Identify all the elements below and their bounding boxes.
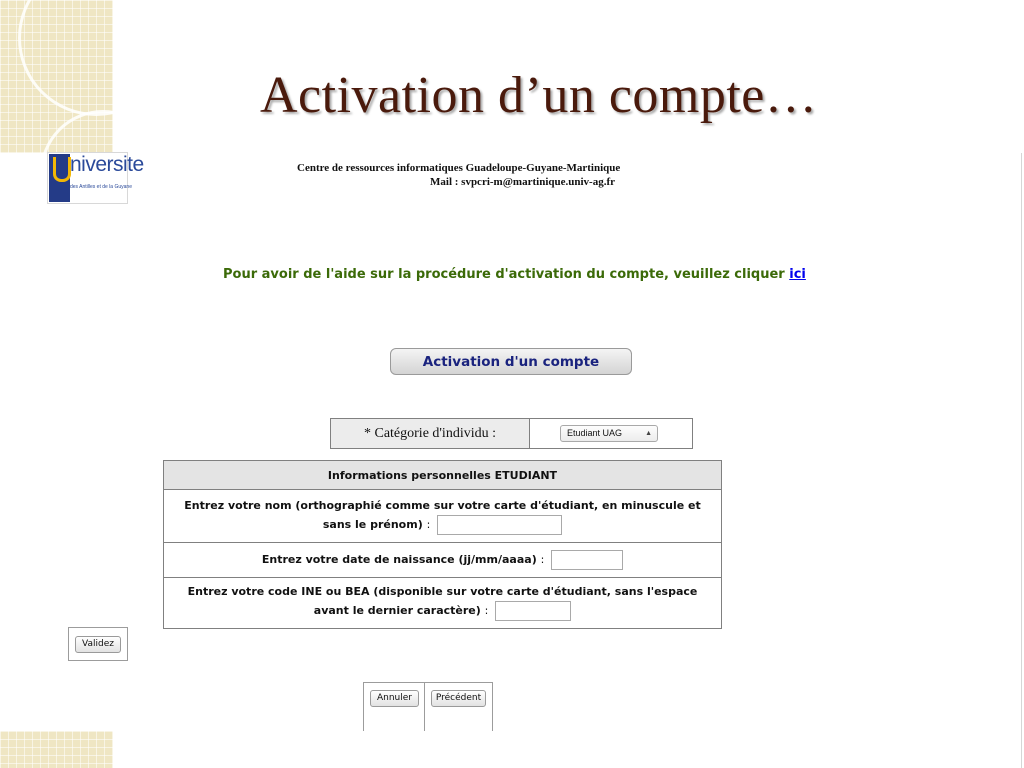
name-row	[164, 490, 721, 543]
birthdate-input[interactable]	[551, 550, 623, 570]
validate-button[interactable]: Validez	[75, 636, 121, 653]
category-cell	[530, 419, 692, 448]
name-input[interactable]	[437, 515, 562, 535]
slide-corner-decoration	[0, 0, 113, 153]
help-text-label: Pour avoir de l'aide sur la procédure d'activation du compte, veuillez cliquer	[223, 267, 785, 282]
resource-center-mail: Mail : svpcri-m@martinique.univ-ag.fr	[430, 176, 615, 188]
birthdate-label: Entrez votre date de naissance (jj/mm/aaaa)	[261, 553, 537, 566]
help-text	[223, 267, 806, 282]
resource-center-name: Centre de ressources informatiques Guadeloupe-Guyane-Martinique	[297, 162, 621, 174]
logo-u-block	[49, 154, 70, 202]
form-header: Informations personnelles ETUDIANT	[164, 461, 721, 490]
activation-title-button: Activation d'un compte	[390, 348, 632, 375]
birthdate-row	[164, 543, 721, 578]
ine-row	[164, 578, 721, 628]
logo-tagline: des Antilles et de la Guyane	[70, 184, 132, 190]
ine-colon: :	[484, 604, 489, 617]
cancel-button[interactable]: Annuler	[370, 690, 419, 707]
slide-title: Activation d’un compte…	[260, 67, 818, 124]
logo-u-glyph	[53, 157, 71, 182]
ine-input[interactable]	[495, 601, 571, 621]
category-select[interactable]	[560, 425, 658, 442]
previous-button[interactable]: Précédent	[431, 690, 486, 707]
category-table	[330, 418, 693, 449]
help-link[interactable]: ici	[789, 267, 806, 282]
name-label: Entrez votre nom (orthographié comme sur votre carte d'étudiant, en minuscule et sans le prénom)	[184, 499, 701, 531]
university-logo	[47, 152, 144, 204]
logo-wordmark: niversite	[70, 153, 144, 176]
nav-divider	[424, 683, 425, 731]
slide-corner-decoration-bottom	[0, 731, 113, 768]
name-colon: :	[426, 518, 431, 531]
category-label: * Catégorie d'individu :	[331, 419, 530, 448]
validate-cell	[68, 627, 128, 661]
category-selected-value: Etudiant UAG	[567, 428, 623, 438]
select-arrows-icon: ▲	[645, 430, 652, 437]
birthdate-colon: :	[540, 553, 545, 566]
ine-label: Entrez votre code INE ou BEA (disponible sur votre carte d'étudiant, sans l'espace avant le dernier caractère)	[187, 585, 698, 617]
personal-info-form	[163, 460, 722, 629]
slide-edge-line	[1021, 153, 1022, 768]
navigation-table	[363, 682, 493, 731]
